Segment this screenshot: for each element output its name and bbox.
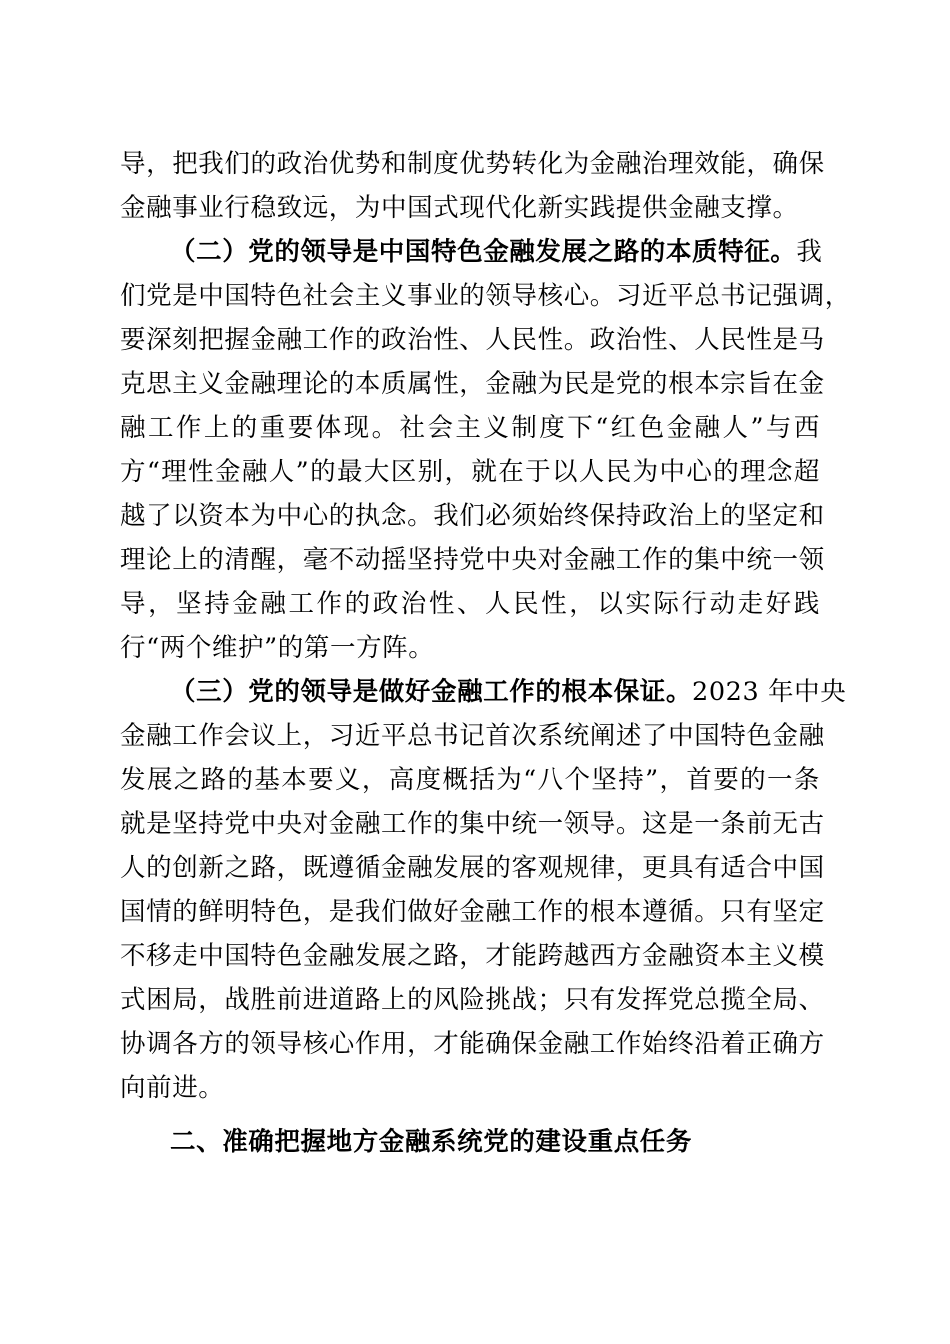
paragraph-line: 人的创新之路，既遵循金融发展的客观规律，更具有适合中国 [120, 853, 825, 883]
paragraph-line: 克思主义金融理论的本质属性，金融为民是党的根本宗旨在金 [120, 369, 825, 399]
paragraph-line: 式困局，战胜前进道路上的风险挑战；只有发挥党总揽全局、 [120, 985, 825, 1015]
paragraph-lead: （三）党的领导是做好金融工作的根本保证。 [170, 677, 693, 707]
paragraph-line: 向前进。 [120, 1073, 225, 1103]
paragraph-line: 导，把我们的政治优势和制度优势转化为金融治理效能，确保 [120, 149, 825, 179]
section-heading: 二、准确把握地方金融系统党的建设重点任务 [170, 1127, 693, 1157]
paragraph-line: 就是坚持党中央对金融工作的集中统一领导。这是一条前无古 [120, 809, 825, 839]
paragraph-lead-rest: 我 [796, 237, 823, 267]
paragraph-line: 金融工作会议上，习近平总书记首次系统阐述了中国特色金融 [120, 721, 825, 751]
paragraph-line: 国情的鲜明特色，是我们做好金融工作的根本遵循。只有坚定 [120, 897, 825, 927]
paragraph-line: 金融事业行稳致远，为中国式现代化新实践提供金融支撑。 [120, 193, 799, 223]
paragraph-line: 协调各方的领导核心作用，才能确保金融工作始终沿着正确方 [120, 1029, 825, 1059]
paragraph-line: 越了以资本为中心的执念。我们必须始终保持政治上的坚定和 [120, 501, 825, 531]
paragraph-line: 理论上的清醒，毫不动摇坚持党中央对金融工作的集中统一领 [120, 545, 825, 575]
paragraph-line: 融工作上的重要体现。社会主义制度下“红色金融人”与西 [120, 413, 820, 443]
paragraph-line: 不移走中国特色金融发展之路，才能跨越西方金融资本主义模 [120, 941, 825, 971]
paragraph-lead-line [170, 235, 823, 269]
paragraph-lead-line [170, 675, 847, 709]
paragraph-line: 要深刻把握金融工作的政治性、人民性。政治性、人民性是马 [120, 325, 825, 355]
paragraph-line: 方“理性金融人”的最大区别，就在于以人民为中心的理念超 [120, 457, 820, 487]
paragraph-line: 们党是中国特色社会主义事业的领导核心。习近平总书记强调， [120, 281, 851, 311]
paragraph-line: 行“两个维护”的第一方阵。 [120, 633, 435, 663]
paragraph-line: 导，坚持金融工作的政治性、人民性，以实际行动走好践 [120, 589, 820, 619]
paragraph-lead-rest: 2023 年中央 [692, 677, 847, 707]
paragraph-line: 发展之路的基本要义，高度概括为“八个坚持”，首要的一条 [120, 765, 820, 795]
paragraph-lead: （二）党的领导是中国特色金融发展之路的本质特征。 [170, 237, 797, 267]
